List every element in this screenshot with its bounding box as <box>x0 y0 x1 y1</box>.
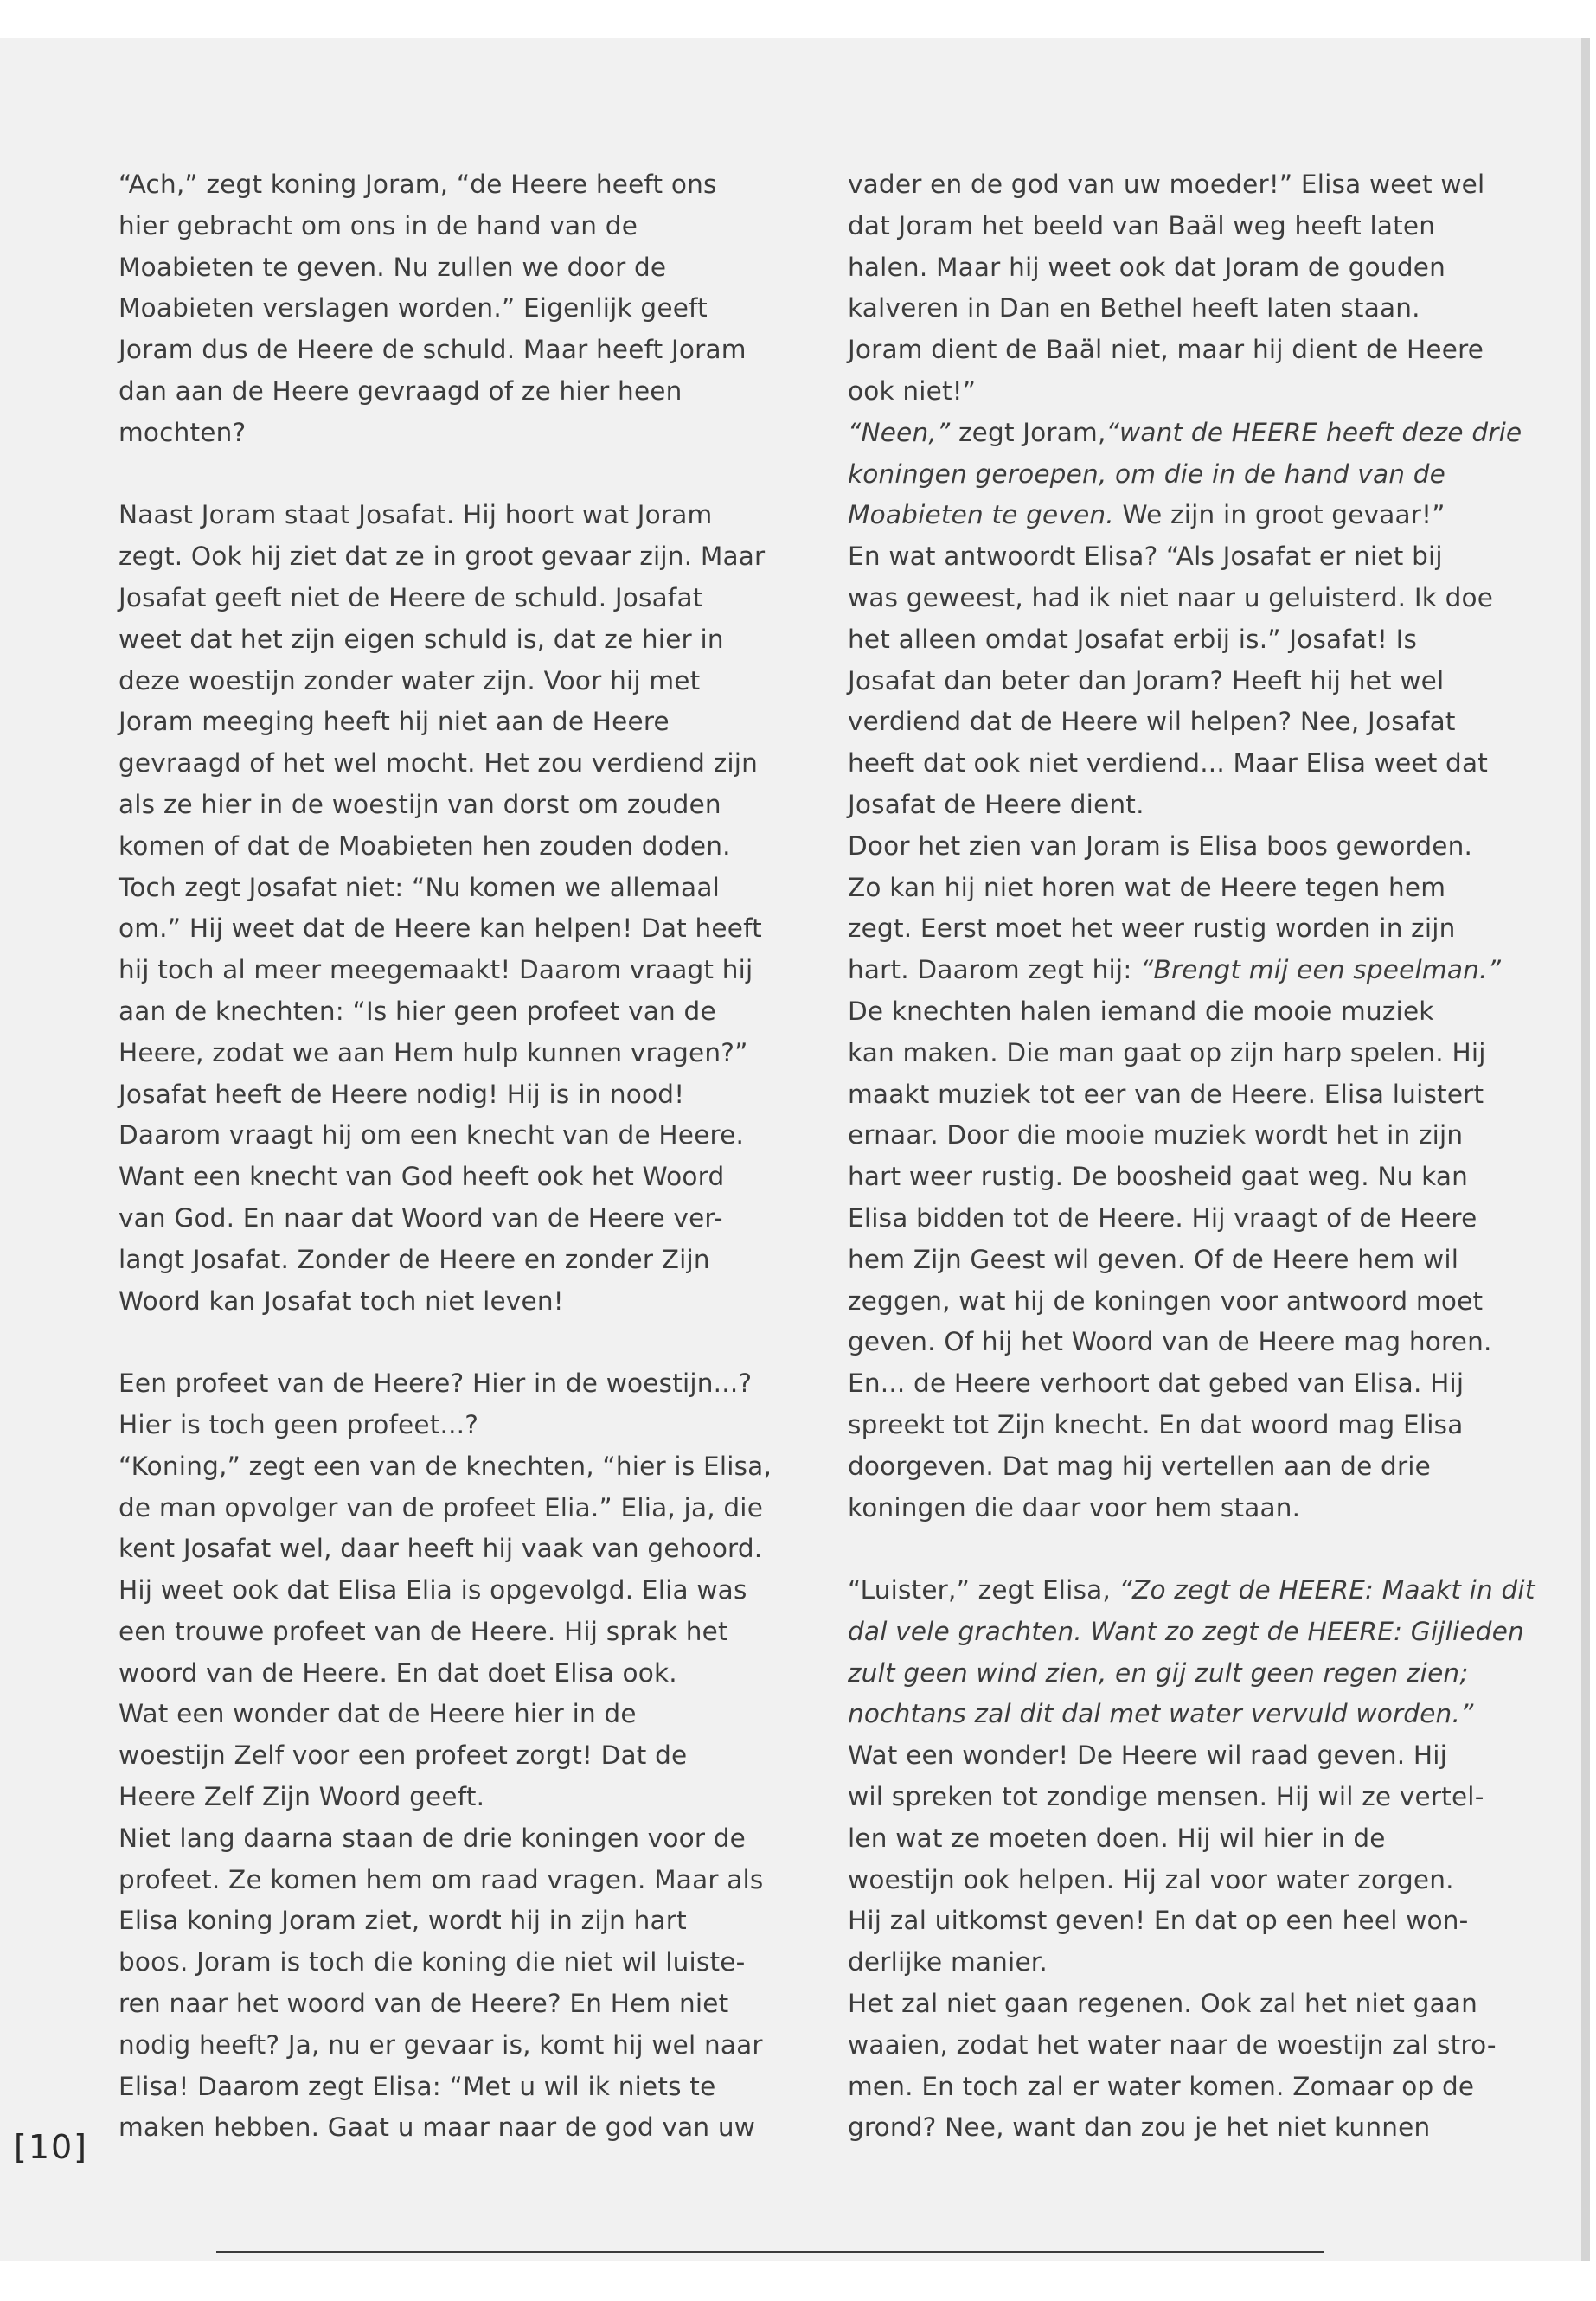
text-line <box>848 1612 1574 1653</box>
text-line <box>848 2025 1574 2067</box>
text-run: Door het zien van Joram is Elisa boos geworden. <box>848 830 1473 861</box>
text-run: Naast Joram staat Josafat. Hij hoort wat Joram <box>119 500 713 530</box>
text-line <box>119 702 845 743</box>
text-line <box>848 288 1574 330</box>
text-run: Zo kan hij niet horen wat de Heere tegen hem <box>848 872 1446 902</box>
text-run: Josafat dan beter dan Joram? Heeft hij het wel <box>848 665 1445 695</box>
text-line <box>119 2067 845 2108</box>
text-line <box>848 330 1574 371</box>
text-run: de man opvolger van de profeet Elia.” Elia, ja, die <box>119 1492 764 1522</box>
text-line <box>848 1653 1574 1695</box>
text-run: men. En toch zal er water komen. Zomaar op de <box>848 2071 1475 2101</box>
text-line <box>848 1405 1574 1446</box>
text-run: halen. Maar hij weet ook dat Joram de gouden <box>848 252 1445 282</box>
text-run: Het zal niet gaan regenen. Ook zal het niet gaan <box>848 1989 1477 2019</box>
text-run: waaien, zodat het water naar de woestijn zal stro- <box>848 2029 1497 2060</box>
text-run: Moabieten te geven. Nu zullen we door de <box>119 252 667 282</box>
text-line <box>119 1446 845 1488</box>
text-run: En wat antwoordt Elisa? “Als Josafat er niet bij <box>848 542 1443 572</box>
text-run: kalveren in Dan en Bethel heeft laten staan. <box>848 293 1420 324</box>
text-line <box>848 1363 1574 1405</box>
text-run: Heere, zodat we aan Hem hulp kunnen vragen?” <box>119 1037 748 1067</box>
text-line <box>848 1115 1574 1157</box>
text-line <box>848 413 1574 454</box>
text-run: Een profeet van de Heere? Hier in de woestijn...? <box>119 1368 753 1399</box>
text-line <box>848 1198 1574 1240</box>
text-run: nodig heeft? Ja, nu er gevaar is, komt hij wel naar <box>119 2029 763 2060</box>
text-line <box>119 1570 845 1612</box>
text-line <box>848 247 1574 289</box>
text-line <box>848 619 1574 661</box>
text-line <box>119 578 845 619</box>
text-line <box>848 1694 1574 1735</box>
text-line <box>119 1694 845 1735</box>
text-line <box>119 868 845 909</box>
right-text-column <box>848 164 1574 2149</box>
text-line <box>848 1281 1574 1323</box>
text-line <box>848 702 1574 743</box>
italic-quote: Moabieten te geven. <box>848 500 1114 530</box>
text-line <box>848 1074 1574 1116</box>
text-run: Joram dus de Heere de schuld. Maar heeft Joram <box>119 335 747 365</box>
text-run: len wat ze moeten doen. Hij wil hier in de <box>848 1823 1386 1853</box>
text-run: als ze hier in de woestijn van dorst om zouden <box>119 789 721 819</box>
text-run: verdiend dat de Heere wil helpen? Nee, Josafat <box>848 707 1456 737</box>
text-line <box>848 1240 1574 1281</box>
text-line <box>119 1818 845 1860</box>
italic-quote: “Neen,” <box>848 417 951 447</box>
text-line <box>119 1900 845 1942</box>
text-run: Hij weet ook dat Elisa Elia is opgevolgd. Elia was <box>119 1575 747 1606</box>
text-line <box>848 743 1574 785</box>
text-run: De knechten halen iemand die mooie muziek <box>848 996 1434 1026</box>
text-run: langt Josafat. Zonder de Heere en zonder Zijn <box>119 1244 710 1274</box>
text-line <box>848 950 1574 991</box>
text-run: Daarom vraagt hij om een knecht van de Heere. <box>119 1120 745 1150</box>
text-run: Elisa koning Joram ziet, wordt hij in zijn hart <box>119 1906 687 1936</box>
italic-quote: koningen geroepen, om die in de hand van de <box>848 458 1445 489</box>
text-run: woord van de Heere. En dat doet Elisa ook. <box>119 1657 677 1688</box>
text-run: profeet. Ze komen hem om raad vragen. Maar als <box>119 1864 764 1894</box>
text-line <box>119 247 845 289</box>
text-line <box>848 578 1574 619</box>
text-line <box>119 206 845 247</box>
text-run: Want een knecht van God heeft ook het Woord <box>119 1162 725 1192</box>
text-line <box>848 785 1574 826</box>
text-run: komen of dat de Moabieten hen zouden doden. <box>119 830 731 861</box>
text-line <box>119 1984 845 2025</box>
text-run: hem Zijn Geest wil geven. Of de Heere hem wil <box>848 1244 1459 1274</box>
text-line <box>848 991 1574 1033</box>
text-line <box>119 330 845 371</box>
text-run: het alleen omdat Josafat erbij is.” Josafat! Is <box>848 624 1418 654</box>
text-line <box>119 1157 845 1198</box>
italic-quote: “Zo zegt de HEERE: Maakt in dit <box>1118 1575 1535 1606</box>
text-line <box>119 371 845 413</box>
text-run: deze woestijn zonder water zijn. Voor hij met <box>119 665 701 695</box>
text-run: Moabieten verslagen worden.” Eigenlijk geeft <box>119 293 708 324</box>
text-run: vader en de god van uw moeder!” Elisa weet wel <box>848 170 1485 199</box>
text-run: om.” Hij weet dat de Heere kan helpen! Dat heeft <box>119 913 762 944</box>
text-run: En... de Heere verhoort dat gebed van Elisa. Hij <box>848 1368 1465 1399</box>
text-line <box>119 1860 845 1901</box>
text-line <box>119 1281 845 1323</box>
italic-quote: “Brengt mij een speelman.” <box>1140 955 1502 985</box>
text-line <box>848 164 1574 206</box>
page-number: [10] <box>14 2128 89 2166</box>
text-run: Hier is toch geen profeet...? <box>119 1409 479 1439</box>
text-run: Heere Zelf Zijn Woord geeft. <box>119 1782 485 1812</box>
text-run: wil spreken tot zondige mensen. Hij wil ze vertel- <box>848 1782 1484 1812</box>
left-text-column <box>119 164 845 2149</box>
text-line <box>848 908 1574 950</box>
text-line <box>119 1033 845 1074</box>
text-line <box>848 1570 1574 1612</box>
text-line <box>848 1942 1574 1984</box>
text-run: maken hebben. Gaat u maar naar de god van uw <box>119 2112 756 2143</box>
text-line <box>119 1363 845 1405</box>
text-run: Joram meeging heeft hij niet aan de Heere <box>119 707 670 737</box>
text-line <box>119 619 845 661</box>
text-run: hier gebracht om ons in de hand van de <box>119 210 638 240</box>
text-run: geven. Of hij het Woord van de Heere mag horen. <box>848 1327 1492 1357</box>
text-line <box>848 206 1574 247</box>
text-line <box>848 1818 1574 1860</box>
text-line <box>119 1942 845 1984</box>
text-run: Josafat geeft niet de Heere de schuld. Josafat <box>119 582 703 612</box>
text-line <box>848 1777 1574 1818</box>
text-run: woestijn Zelf voor een profeet zorgt! Dat de <box>119 1740 688 1771</box>
text-line <box>119 1405 845 1446</box>
italic-quote: nochtans zal dit dal met water vervuld worden.” <box>848 1699 1474 1729</box>
text-line <box>119 2025 845 2067</box>
text-line <box>848 1033 1574 1074</box>
text-line <box>119 785 845 826</box>
italic-quote: dal vele grachten. Want zo zegt de HEERE: Gijlieden <box>848 1616 1524 1646</box>
text-run: hij toch al meer meegemaakt! Daarom vraagt hij <box>119 955 753 985</box>
text-run: weet dat het zijn eigen schuld is, dat ze hier in <box>119 624 724 654</box>
text-run: aan de knechten: “Is hier geen profeet van de <box>119 996 716 1026</box>
text-run: grond? Nee, want dan zou je het niet kunnen <box>848 2112 1431 2143</box>
text-line <box>848 868 1574 909</box>
text-run: ernaar. Door die mooie muziek wordt het in zijn <box>848 1120 1464 1150</box>
book-page <box>0 38 1590 2261</box>
text-run: Josafat heeft de Heere nodig! Hij is in nood! <box>119 1079 685 1109</box>
text-line <box>119 1240 845 1281</box>
text-run: Josafat de Heere dient. <box>848 789 1144 819</box>
text-line <box>119 1612 845 1653</box>
italic-quote: “want de HEERE heeft deze drie <box>1106 417 1522 447</box>
text-run: Wat een wonder dat de Heere hier in de <box>119 1699 637 1729</box>
text-run: dan aan de Heere gevraagd of ze hier heen <box>119 375 683 406</box>
text-line <box>119 536 845 578</box>
text-run: zeggen, wat hij de koningen voor antwoord moet <box>848 1285 1484 1316</box>
text-run: mochten? <box>119 417 247 447</box>
text-run: derlijke manier. <box>848 1947 1048 1977</box>
text-line <box>119 908 845 950</box>
text-line <box>119 1529 845 1570</box>
text-line <box>848 1860 1574 1901</box>
text-run: heeft dat ook niet verdiend... Maar Elisa weet dat <box>848 748 1489 779</box>
text-run: woestijn ook helpen. Hij zal voor water zorgen. <box>848 1864 1454 1894</box>
text-run: Elisa bidden tot de Heere. Hij vraagt of de Heere <box>848 1202 1477 1233</box>
text-line <box>119 1777 845 1818</box>
text-line <box>848 1446 1574 1488</box>
text-line <box>848 495 1574 536</box>
text-line <box>119 1115 845 1157</box>
text-line <box>848 2067 1574 2108</box>
text-run: Hij zal uitkomst geven! En dat op een heel won- <box>848 1906 1469 1936</box>
text-line <box>119 743 845 785</box>
text-line <box>848 1900 1574 1942</box>
text-run: kan maken. Die man gaat op zijn harp spelen. Hij <box>848 1037 1486 1067</box>
text-run: hart weer rustig. De boosheid gaat weg. Nu kan <box>848 1162 1469 1192</box>
text-run: Toch zegt Josafat niet: “Nu komen we allemaal <box>119 872 721 902</box>
text-line <box>119 1074 845 1116</box>
text-run: Joram dient de Baäl niet, maar hij dient de Heere <box>848 335 1484 365</box>
text-run: koningen die daar voor hem staan. <box>848 1492 1301 1522</box>
text-run: We zijn in groot gevaar!” <box>1113 500 1445 530</box>
text-run: boos. Joram is toch die koning die niet wil luiste- <box>119 1947 746 1977</box>
text-line <box>848 454 1574 496</box>
text-run: Wat een wonder! De Heere wil raad geven. Hij <box>848 1740 1448 1771</box>
text-run: zegt Joram, <box>950 417 1106 447</box>
text-line <box>119 1488 845 1529</box>
text-line <box>848 826 1574 868</box>
text-line <box>119 2107 845 2149</box>
text-run: Woord kan Josafat toch niet leven! <box>119 1285 564 1316</box>
text-run: maakt muziek tot eer van de Heere. Elisa luistert <box>848 1079 1484 1109</box>
text-run: ren naar het woord van de Heere? En Hem niet <box>119 1989 729 2019</box>
text-run: “Luister,” zegt Elisa, <box>848 1575 1119 1606</box>
text-line <box>119 413 845 454</box>
text-line <box>848 1157 1574 1198</box>
text-line <box>848 536 1574 578</box>
text-run: hart. Daarom zegt hij: <box>848 955 1141 985</box>
text-run: een trouwe profeet van de Heere. Hij sprak het <box>119 1616 728 1646</box>
text-run: doorgeven. Dat mag hij vertellen aan de drie <box>848 1451 1432 1481</box>
text-line <box>848 2107 1574 2149</box>
italic-quote: zult geen wind zien, en gij zult geen regen zien; <box>848 1657 1469 1688</box>
text-run: spreekt tot Zijn knecht. En dat woord mag Elisa <box>848 1409 1464 1439</box>
text-line <box>848 661 1574 702</box>
text-line <box>119 826 845 868</box>
text-line <box>848 1488 1574 1529</box>
text-run: “Ach,” zegt koning Joram, “de Heere heeft ons <box>119 170 717 199</box>
text-line <box>119 661 845 702</box>
text-run: Elisa! Daarom zegt Elisa: “Met u wil ik niets te <box>119 2071 716 2101</box>
text-line <box>119 495 845 536</box>
bottom-rule <box>216 2251 1324 2253</box>
text-run: Niet lang daarna staan de drie koningen voor de <box>119 1823 747 1853</box>
text-line <box>848 1735 1574 1777</box>
page-edge-shadow <box>1581 38 1590 2261</box>
text-line <box>848 1322 1574 1363</box>
text-run: was geweest, had ik niet naar u geluisterd. Ik doe <box>848 582 1494 612</box>
text-run: van God. En naar dat Woord van de Heere ver- <box>119 1202 723 1233</box>
text-run: zegt. Ook hij ziet dat ze in groot gevaar zijn. Maar <box>119 542 766 572</box>
text-line <box>119 1653 845 1695</box>
text-line <box>119 164 845 206</box>
text-line <box>119 950 845 991</box>
text-line <box>119 991 845 1033</box>
text-run: ook niet!” <box>848 375 977 406</box>
text-run: “Koning,” zegt een van de knechten, “hier is Elisa, <box>119 1451 772 1481</box>
text-line <box>119 1198 845 1240</box>
text-run: gevraagd of het wel mocht. Het zou verdiend zijn <box>119 748 759 779</box>
text-line <box>119 288 845 330</box>
text-line <box>848 1984 1574 2025</box>
text-run: dat Joram het beeld van Baäl weg heeft laten <box>848 210 1436 240</box>
text-line <box>119 1735 845 1777</box>
text-line <box>848 371 1574 413</box>
text-run: kent Josafat wel, daar heeft hij vaak van gehoord. <box>119 1534 763 1564</box>
text-run: zegt. Eerst moet het weer rustig worden in zijn <box>848 913 1456 944</box>
